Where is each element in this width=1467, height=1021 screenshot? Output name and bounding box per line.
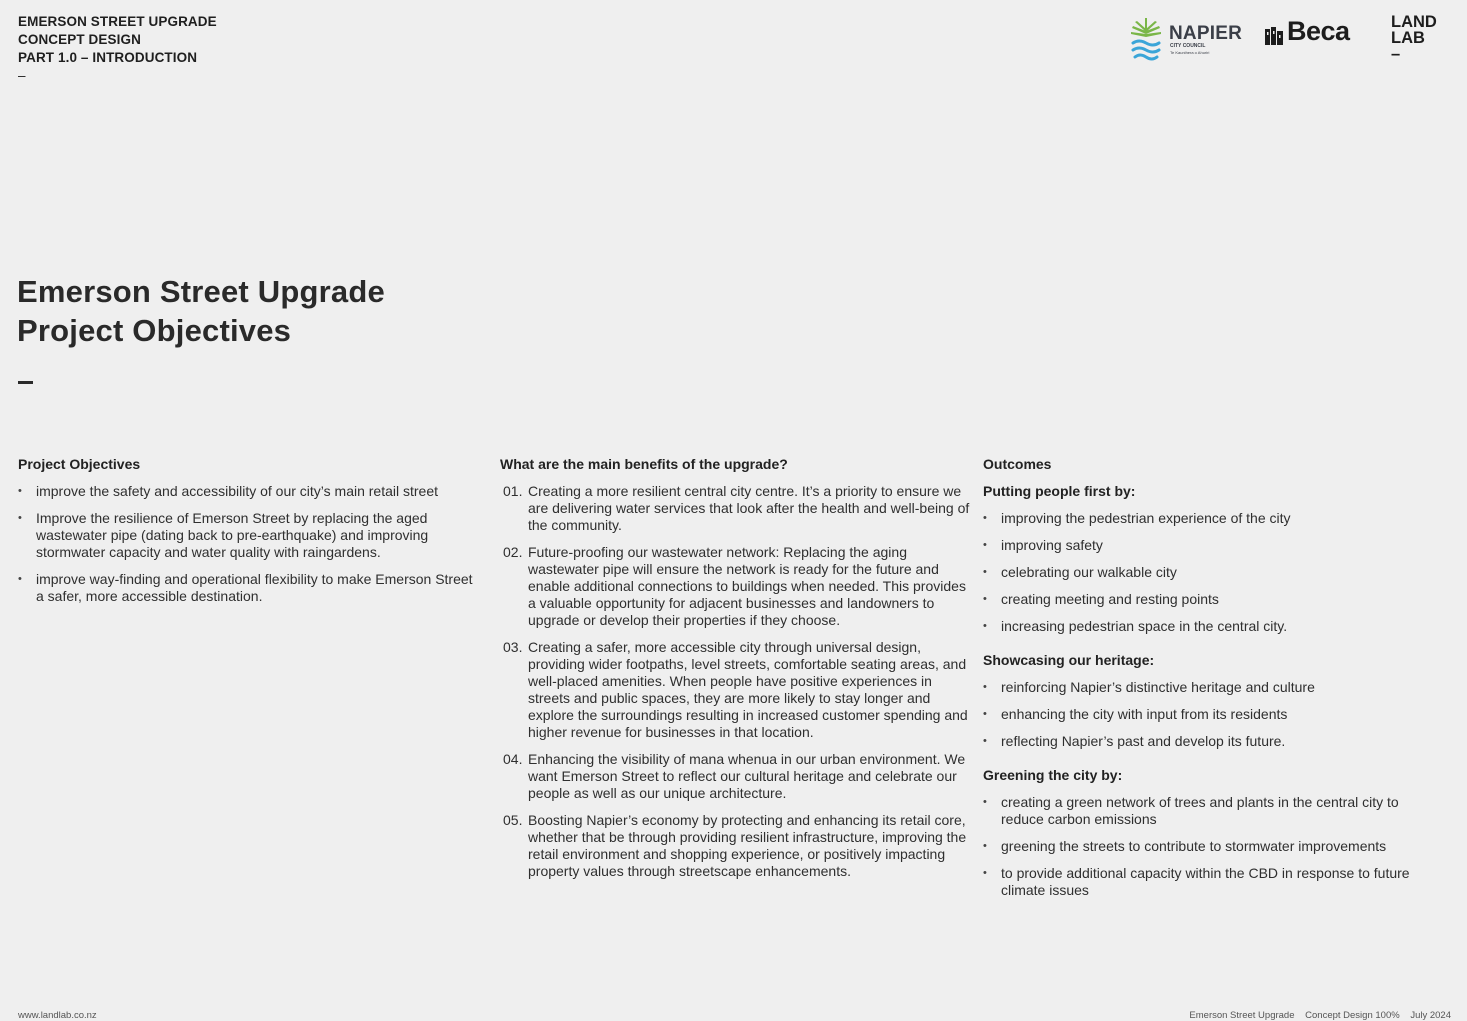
page-title xyxy=(17,272,385,350)
list-item: • Improve the resilience of Emerson Street by replacing the aged wastewater pipe (dating back to pre-earthquake) and improving stormwater capacity and water quality with raingardens. xyxy=(18,510,478,561)
list-item xyxy=(500,544,970,629)
group-title: Greening the city by: xyxy=(983,767,1123,783)
objectives-heading: Project Objectives xyxy=(18,456,141,472)
outcomes-column xyxy=(983,456,1443,916)
benefits-column xyxy=(500,456,970,890)
list-item: • creating a green network of trees and plants in the central city to reduce carbon emissions xyxy=(983,794,1443,828)
footer-url: www.landlab.co.nz xyxy=(18,1010,97,1021)
list-item: • greening the streets to contribute to stormwater improvements xyxy=(983,838,1443,855)
item-text: Enhancing the visibility of mana whenua in our urban environment. We want Emerson Street to reflect our cultural heritage and celebrate our people as well as our unique architecture. xyxy=(528,751,966,801)
napier-subtitle-maori: Te Kaunihera o Ahuriri xyxy=(1170,50,1210,55)
page-title-line2: Project Objectives xyxy=(17,313,292,348)
title-dash-divider xyxy=(18,381,33,384)
item-number: 03. xyxy=(503,639,523,655)
landlab-line2: LAB xyxy=(1391,29,1425,47)
footer-stage: Concept Design 100% xyxy=(1305,1010,1400,1021)
list-item xyxy=(500,751,970,802)
list-item xyxy=(500,812,970,880)
group-list xyxy=(983,510,1443,635)
footer-date: July 2024 xyxy=(1410,1010,1451,1021)
list-item: • improving the pedestrian experience of the city xyxy=(983,510,1443,527)
outcomes-heading: Outcomes xyxy=(983,456,1052,472)
item-text: Boosting Napier’s economy by protecting and enhancing its retail core, whether that be through providing resilient infrastructure, improving the retail environment and shopping experience, or positively impacting property values through streetscape enhancements. xyxy=(528,812,967,879)
beca-logo xyxy=(1265,16,1355,50)
napier-subtitle: CITY COUNCIL xyxy=(1170,43,1206,49)
objectives-list xyxy=(18,483,478,605)
list-item: • creating meeting and resting points xyxy=(983,591,1443,608)
landlab-line1: LAND xyxy=(1391,13,1437,31)
list-item: • to provide additional capacity within the CBD in response to future climate issues xyxy=(983,865,1443,899)
napier-council-logo xyxy=(1129,16,1242,62)
landlab-logo xyxy=(1391,14,1437,62)
benefits-list xyxy=(500,483,970,880)
group-list xyxy=(983,679,1443,750)
beca-wordmark: Beca xyxy=(1287,16,1350,46)
list-item: • improve way-finding and operational flexibility to make Emerson Street a safer, more accessible destination. xyxy=(18,571,478,605)
item-text: Creating a more resilient central city centre. It’s a priority to ensure we are delivering water services that look after the health and well-being of the community. xyxy=(528,483,970,533)
header-stage: CONCEPT DESIGN xyxy=(18,32,141,47)
napier-wordmark: NAPIER xyxy=(1169,23,1242,44)
group-title: Showcasing our heritage: xyxy=(983,652,1155,668)
objectives-column xyxy=(18,456,478,615)
list-item: • enhancing the city with input from its residents xyxy=(983,706,1443,723)
item-text: Future-proofing our wastewater network: Replacing the aging wastewater pipe will ensure the network is ready for the future and enable additional connections to buildings when needed. This provides a valuable opportunity for adjacent businesses and landowners to upgrade or develop their properties if they choose. xyxy=(528,544,966,628)
item-text: Creating a safer, more accessible city through universal design, providing wider footpaths, level streets, comfortable seating areas, and well-placed amenities. When people have positive experiences in streets and public spaces, they are more likely to stay longer and explore the surroundings resulting in increased customer spending and higher revenue for businesses in that location. xyxy=(528,639,968,740)
list-item: • improving safety xyxy=(983,537,1443,554)
list-item xyxy=(500,639,970,741)
benefits-heading: What are the main benefits of the upgrade? xyxy=(500,456,788,472)
outcomes-group-people xyxy=(983,483,1443,635)
item-number: 02. xyxy=(503,544,523,560)
page-title-line1: Emerson Street Upgrade xyxy=(17,274,385,309)
list-item xyxy=(500,483,970,534)
footer-info xyxy=(1181,1010,1451,1021)
header-dash: – xyxy=(18,68,26,83)
list-item: • increasing pedestrian space in the central city. xyxy=(983,618,1443,635)
item-number: 05. xyxy=(503,812,523,828)
beca-mark-icon xyxy=(1265,27,1285,47)
list-item: • reflecting Napier’s past and develop its future. xyxy=(983,733,1443,750)
list-item: • improve the safety and accessibility of our city’s main retail street xyxy=(18,483,478,500)
list-item: • reinforcing Napier’s distinctive heritage and culture xyxy=(983,679,1443,696)
outcomes-group-greening xyxy=(983,767,1443,899)
group-title: Putting people first by: xyxy=(983,483,1136,499)
footer-doc: Emerson Street Upgrade xyxy=(1189,1010,1295,1021)
header-part: PART 1.0 – INTRODUCTION xyxy=(18,50,198,65)
napier-emblem-icon xyxy=(1129,16,1163,62)
group-list xyxy=(983,794,1443,899)
landlab-dash: – xyxy=(1391,45,1401,63)
item-number: 01. xyxy=(503,483,523,499)
list-item: • celebrating our walkable city xyxy=(983,564,1443,581)
document-header xyxy=(18,13,217,85)
outcomes-group-heritage xyxy=(983,652,1443,750)
item-number: 04. xyxy=(503,751,523,767)
header-project: EMERSON STREET UPGRADE xyxy=(18,14,217,29)
